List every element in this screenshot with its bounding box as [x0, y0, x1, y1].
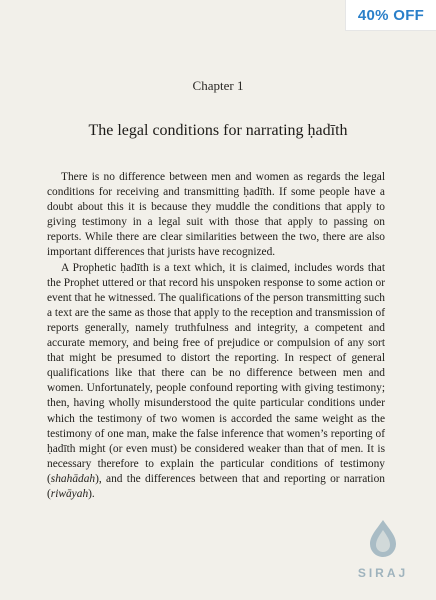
- siraj-logo: [352, 516, 414, 586]
- term-shahadah: shahādah: [50, 472, 96, 485]
- paragraph-2-text-middle: ), and the differences between that and reporting or narration (: [47, 472, 385, 500]
- discount-badge-label: 40% OFF: [357, 6, 425, 24]
- term-riwayah: riwāyah: [50, 487, 89, 500]
- body-text: [47, 170, 385, 502]
- paragraph-2: [47, 261, 385, 503]
- paragraph-2-text-before: A Prophetic ḥadīth is a text which, it is claimed, includes words that the Prophet uttered or that record his unspoken response to some action or event that he witnessed. The qualifications of the person transmitting such a text are the same as those that apply to the reception and transmission of reports generally, namely truthfulness and integrity, a competent and accurate memory, and being free of prejudice or compulsion of any sort that might be presumed to distort the reporting. In respect of general qualifications like that there can be no difference between men and women. Unfortunately, people confound reporting with giving testimony; then, having wholly misunderstood the quite particular conditions under which the testimony of two women is accorded the same weight as the testimony of one man, make the false inference that women’s reporting of ḥadīth might (or even must) be considered weaker than that of men. It is necessary therefore to explain the particular conditions of testimony (: [47, 261, 385, 485]
- drop-icon: [352, 516, 414, 564]
- discount-badge: [345, 0, 436, 31]
- chapter-label: Chapter 1: [192, 78, 244, 93]
- paragraph-2-text-after: ).: [88, 487, 95, 500]
- logo-text: SIRAJ: [357, 566, 409, 580]
- paragraph-1: There is no difference between men and women as regards the legal conditions for receiving and transmitting ḥadīth. If some people have a doubt about this it is because they muddle the conditions that apply to giving testimony in a legal suit with those that apply to passing on reports. While there are clear similarities between the two, there are also important differences that jurists have recognized.: [47, 171, 385, 259]
- chapter-title: The legal conditions for narrating ḥadīth: [88, 122, 348, 139]
